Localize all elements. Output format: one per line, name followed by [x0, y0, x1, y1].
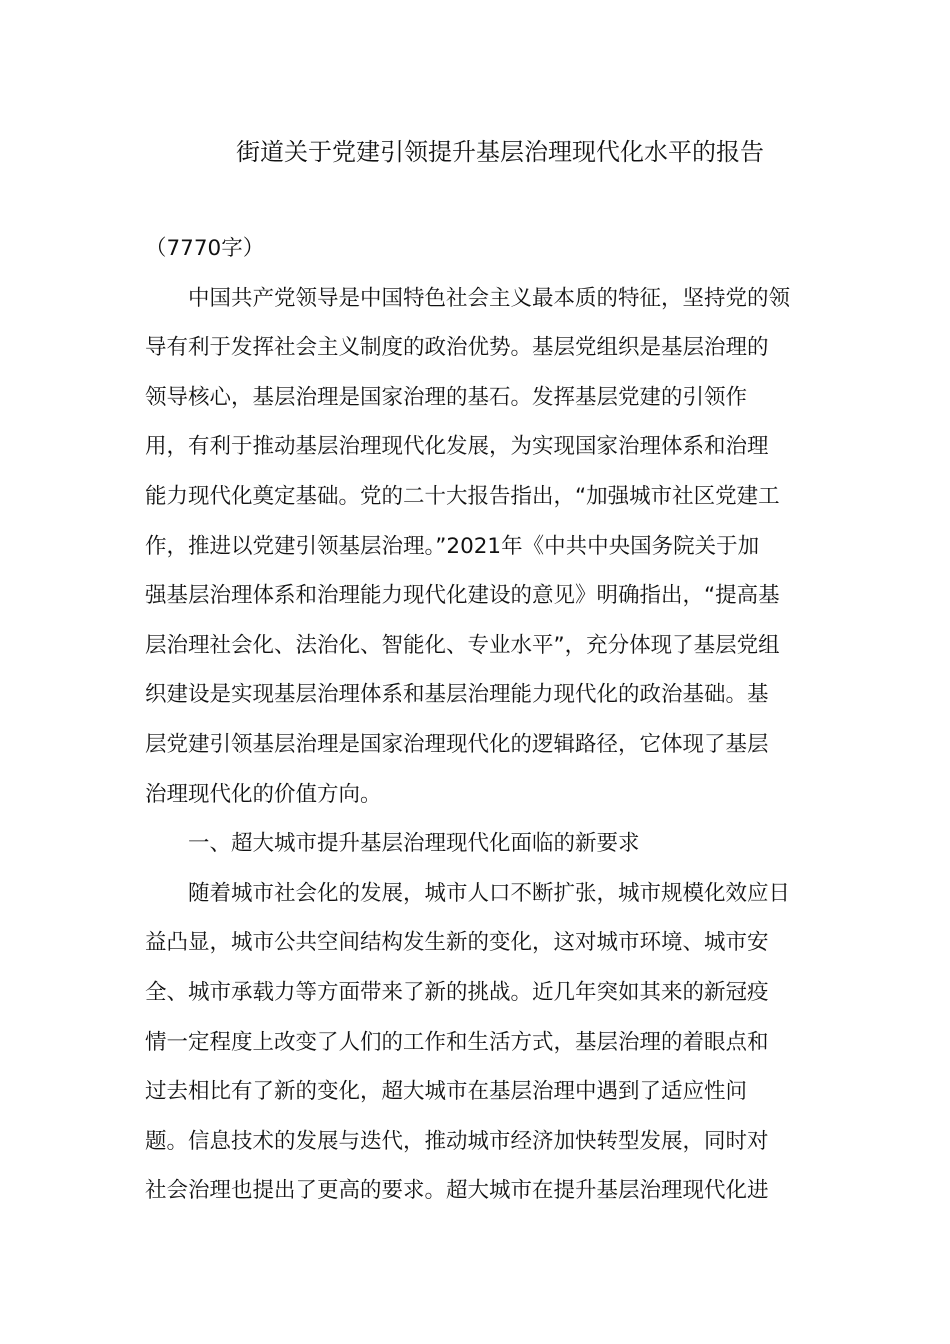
text-line: 治理现代化的价值方向。: [145, 781, 382, 807]
section-heading: [145, 819, 810, 869]
word-count: （7770字）: [145, 236, 265, 261]
text-line: 作，推进以党建引领基层治理。”2021年《中共中央国务院关于加: [145, 533, 760, 559]
paragraph-intro: [145, 274, 810, 820]
text-line: 层治理社会化、法治化、智能化、专业水平”，充分体现了基层党组: [145, 632, 780, 658]
text-line: 强基层治理体系和治理能力现代化建设的意见》明确指出，“提高基: [145, 583, 780, 609]
text-line: 情一定程度上改变了人们的工作和生活方式，基层治理的着眼点和: [145, 1029, 769, 1055]
text-line: 用，有利于推动基层治理现代化发展，为实现国家治理体系和治理: [145, 434, 769, 460]
document-title: 街道关于党建引领提升基层治理现代化水平的报告: [236, 138, 764, 166]
paragraph-section-one: [145, 869, 810, 1216]
text-line: 领导核心，基层治理是国家治理的基石。发挥基层党建的引领作: [145, 384, 748, 410]
text-line: 织建设是实现基层治理体系和基层治理能力现代化的政治基础。基: [145, 682, 769, 708]
text-line: 社会治理也提出了更高的要求。超大城市在提升基层治理现代化进: [145, 1178, 769, 1204]
text-line: 中国共产党领导是中国特色社会主义最本质的特征，坚持党的领: [188, 285, 791, 311]
text-line: 随着城市社会化的发展，城市人口不断扩张，城市规模化效应日: [188, 880, 791, 906]
text-line: 题。信息技术的发展与迭代，推动城市经济加快转型发展，同时对: [145, 1128, 769, 1154]
section-heading-text: 一、超大城市提升基层治理现代化面临的新要求: [188, 831, 640, 857]
text-line: 能力现代化奠定基础。党的二十大报告指出，“加强城市社区党建工: [145, 483, 780, 509]
text-line: 益凸显，城市公共空间结构发生新的变化，这对城市环境、城市安: [145, 930, 769, 956]
text-line: 层党建引领基层治理是国家治理现代化的逻辑路径，它体现了基层: [145, 731, 769, 757]
text-line: 导有利于发挥社会主义制度的政治优势。基层党组织是基层治理的: [145, 335, 769, 361]
document-body: [145, 224, 810, 1216]
text-line: 过去相比有了新的变化，超大城市在基层治理中遇到了适应性问: [145, 1079, 748, 1105]
text-line: 全、城市承载力等方面带来了新的挑战。近几年突如其来的新冠疫: [145, 979, 769, 1005]
